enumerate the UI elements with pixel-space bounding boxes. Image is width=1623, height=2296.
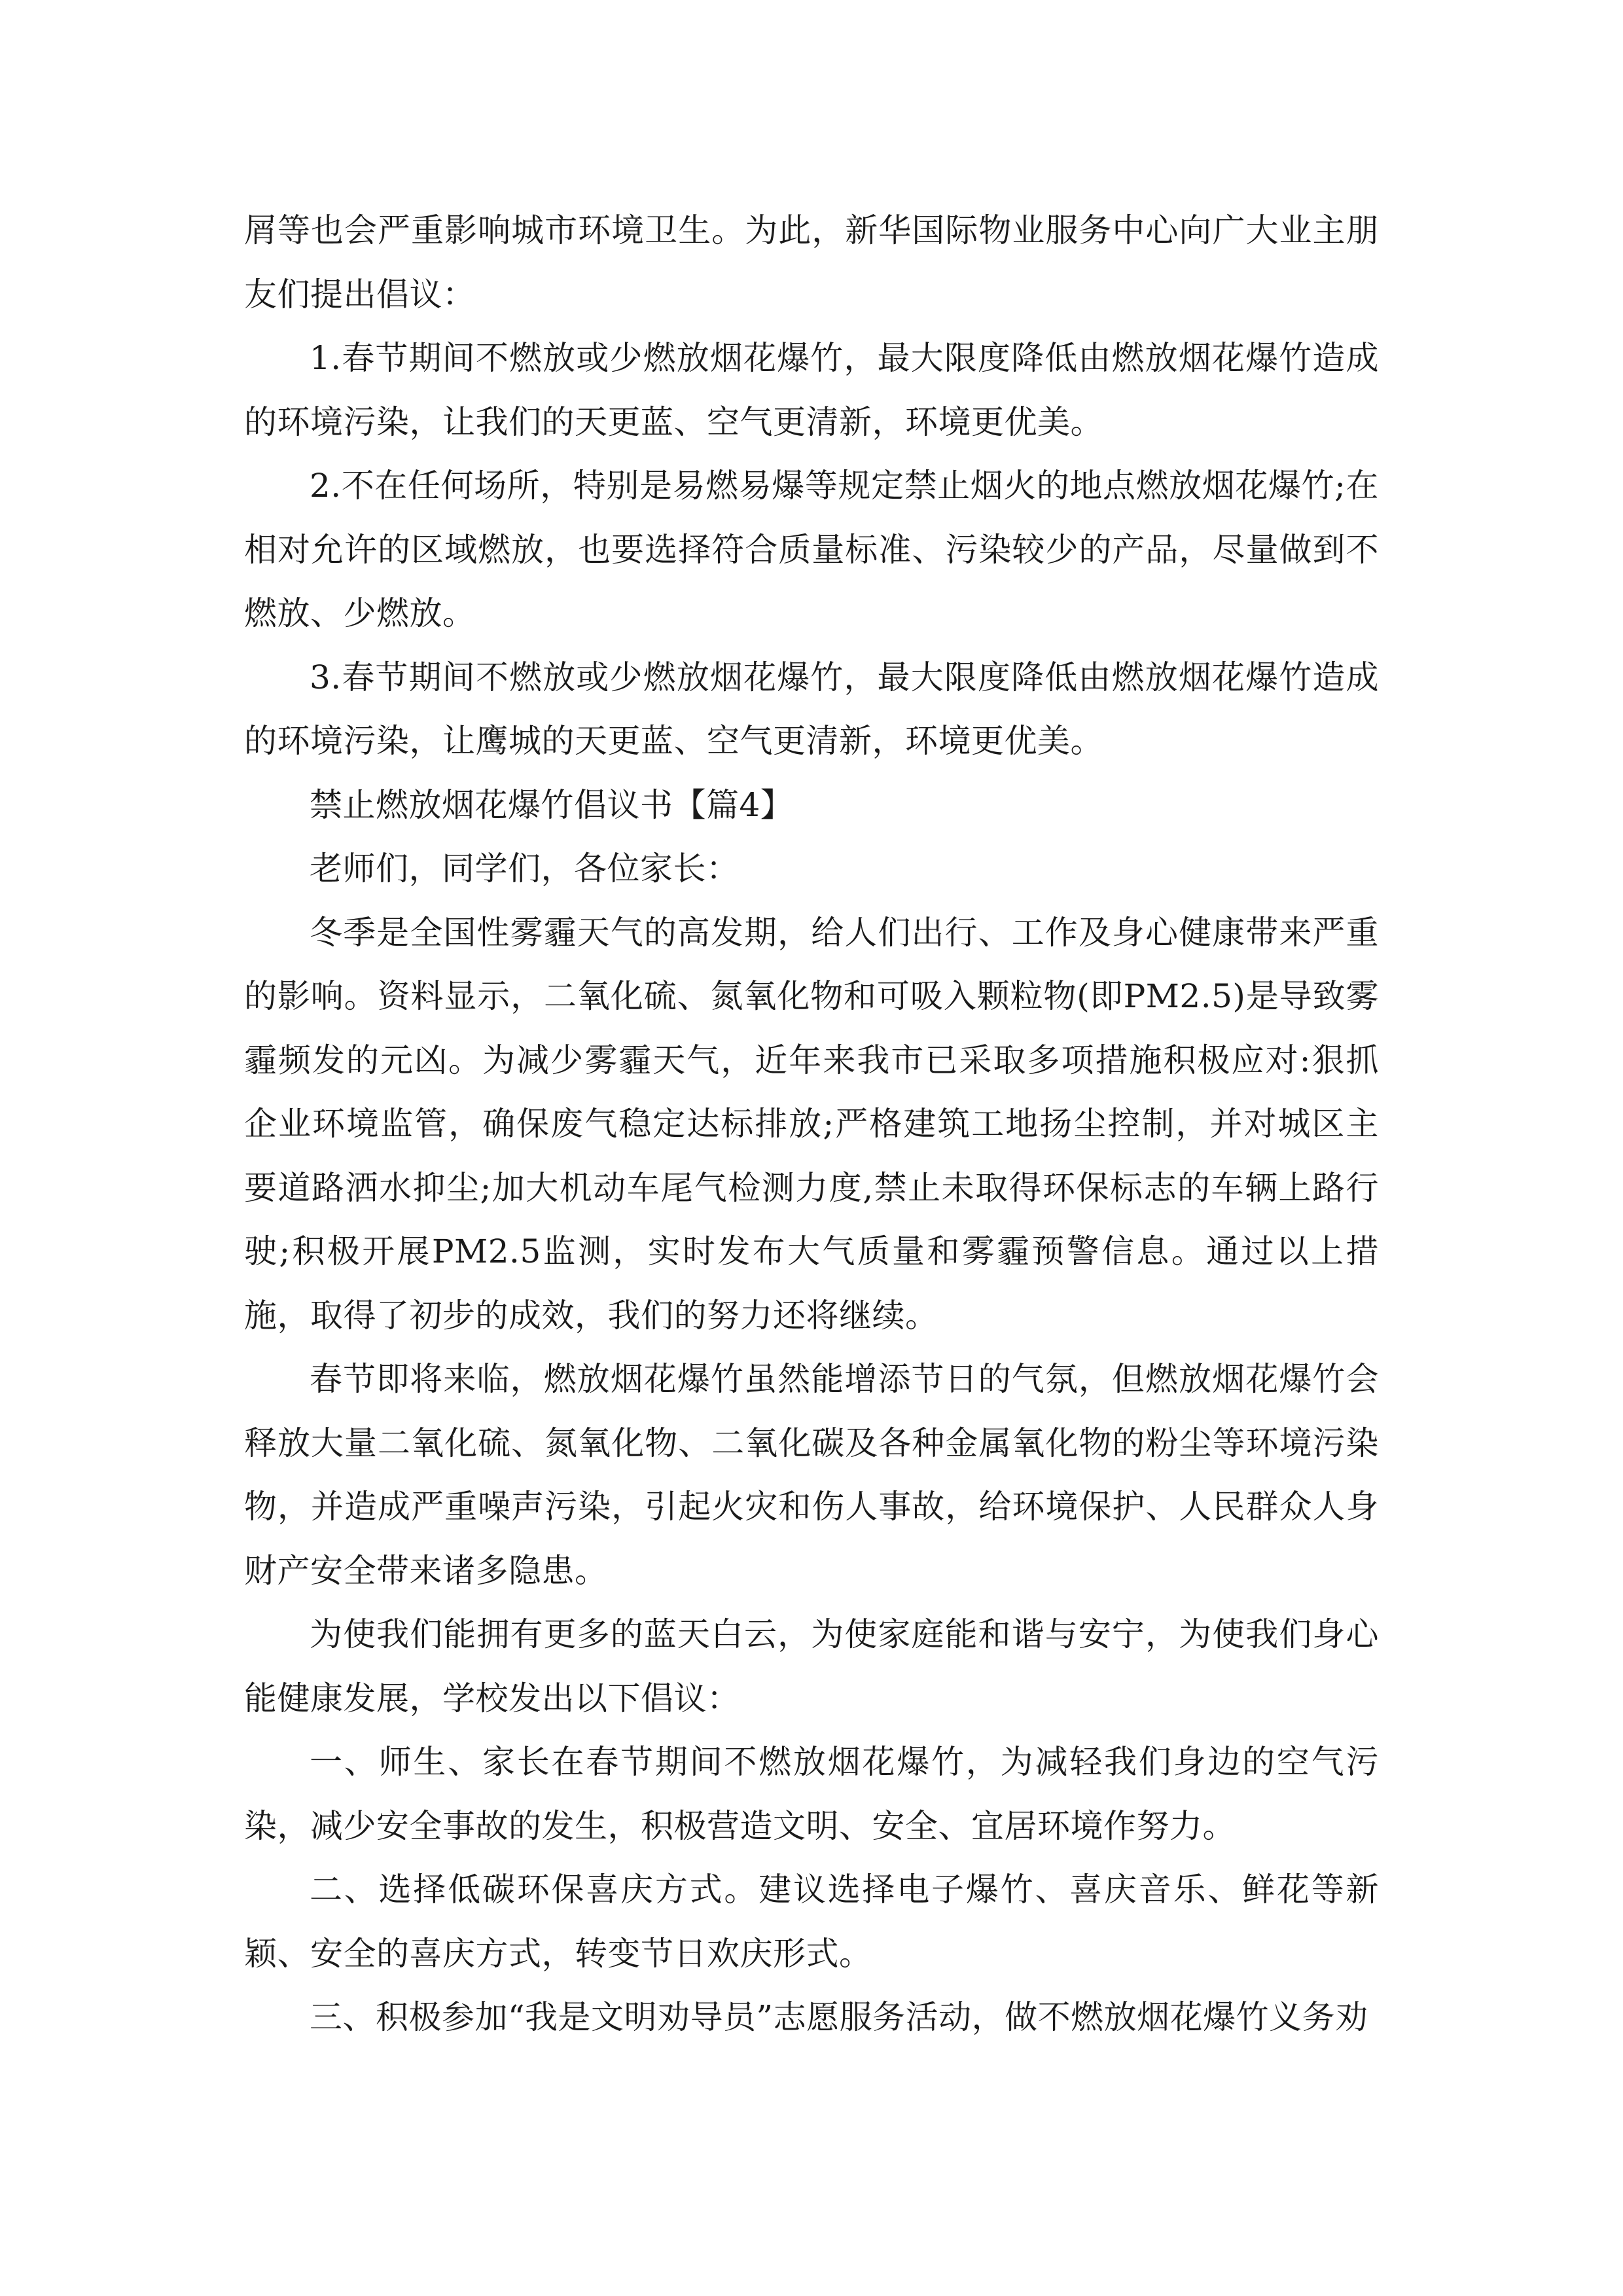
paragraph-proposal-2: 2.不在任何场所，特别是易燃易爆等规定禁止烟火的地点燃放烟花爆竹;在相对允许的区域燃放，也要选择符合质量标准、污染较少的产品，尽量做到不燃放、少燃放。	[244, 467, 1379, 632]
paragraph-fireworks-harm: 春节即将来临，燃放烟花爆竹虽然能增添节日的气氛，但燃放烟花爆竹会释放大量二氧化硫、氮氧化物、二氧化碳及各种金属氧化物的粉尘等环境污染物，并造成严重噪声污染，引起火灾和伤人事故，给环境保护、人民群众人身财产安全带来诸多隐患。	[244, 1360, 1379, 1590]
paragraph-continuation: 屑等也会严重影响城市环境卫生。为此，新华国际物业服务中心向广大业主朋友们提出倡议：	[244, 211, 1379, 314]
salutation: 老师们，同学们，各位家长：	[310, 850, 740, 888]
section-heading-part-4: 禁止燃放烟花爆竹倡议书【篇4】	[310, 785, 794, 824]
document-body	[244, 199, 1379, 2050]
paragraph-point-one: 一、师生、家长在春节期间不燃放烟花爆竹，为减轻我们身边的空气污染，减少安全事故的发生，积极营造文明、安全、宜居环境作努力。	[244, 1743, 1379, 1845]
paragraph-smog-background: 冬季是全国性雾霾天气的高发期，给人们出行、工作及身心健康带来严重的影响。资料显示，二氧化硫、氮氧化物和可吸入颗粒物(即PM2.5)是导致雾霾频发的元凶。为减少雾霾天气，近年来我市已采取多项措施积极应对:狠抓企业环境监管，确保废气稳定达标排放;严格建筑工地扬尘控制，并对城区主要道路洒水抑尘;加大机动车尾气检测力度,禁止未取得环保标志的车辆上路行驶;积极开展PM2.5监测，实时发布大气质量和雾霾预警信息。通过以上措施，取得了初步的成效，我们的努力还将继续。	[244, 913, 1379, 1335]
paragraph-proposal-1: 1.春节期间不燃放或少燃放烟花爆竹，最大限度降低由燃放烟花爆竹造成的环境污染，让我们的天更蓝、空气更清新，环境更优美。	[244, 339, 1379, 441]
paragraph-point-two: 二、选择低碳环保喜庆方式。建议选择电子爆竹、喜庆音乐、鲜花等新颖、安全的喜庆方式，转变节日欢庆形式。	[244, 1871, 1379, 1973]
paragraph-school-proposal-intro: 为使我们能拥有更多的蓝天白云，为使家庭能和谐与安宁，为使我们身心能健康发展，学校发出以下倡议：	[244, 1615, 1379, 1717]
paragraph-proposal-3: 3.春节期间不燃放或少燃放烟花爆竹，最大限度降低由燃放烟花爆竹造成的环境污染，让鹰城的天更蓝、空气更清新，环境更优美。	[244, 658, 1379, 760]
paragraph-point-three: 三、积极参加“我是文明劝导员”志愿服务活动，做不燃放烟花爆竹义务劝	[310, 1998, 1368, 2036]
